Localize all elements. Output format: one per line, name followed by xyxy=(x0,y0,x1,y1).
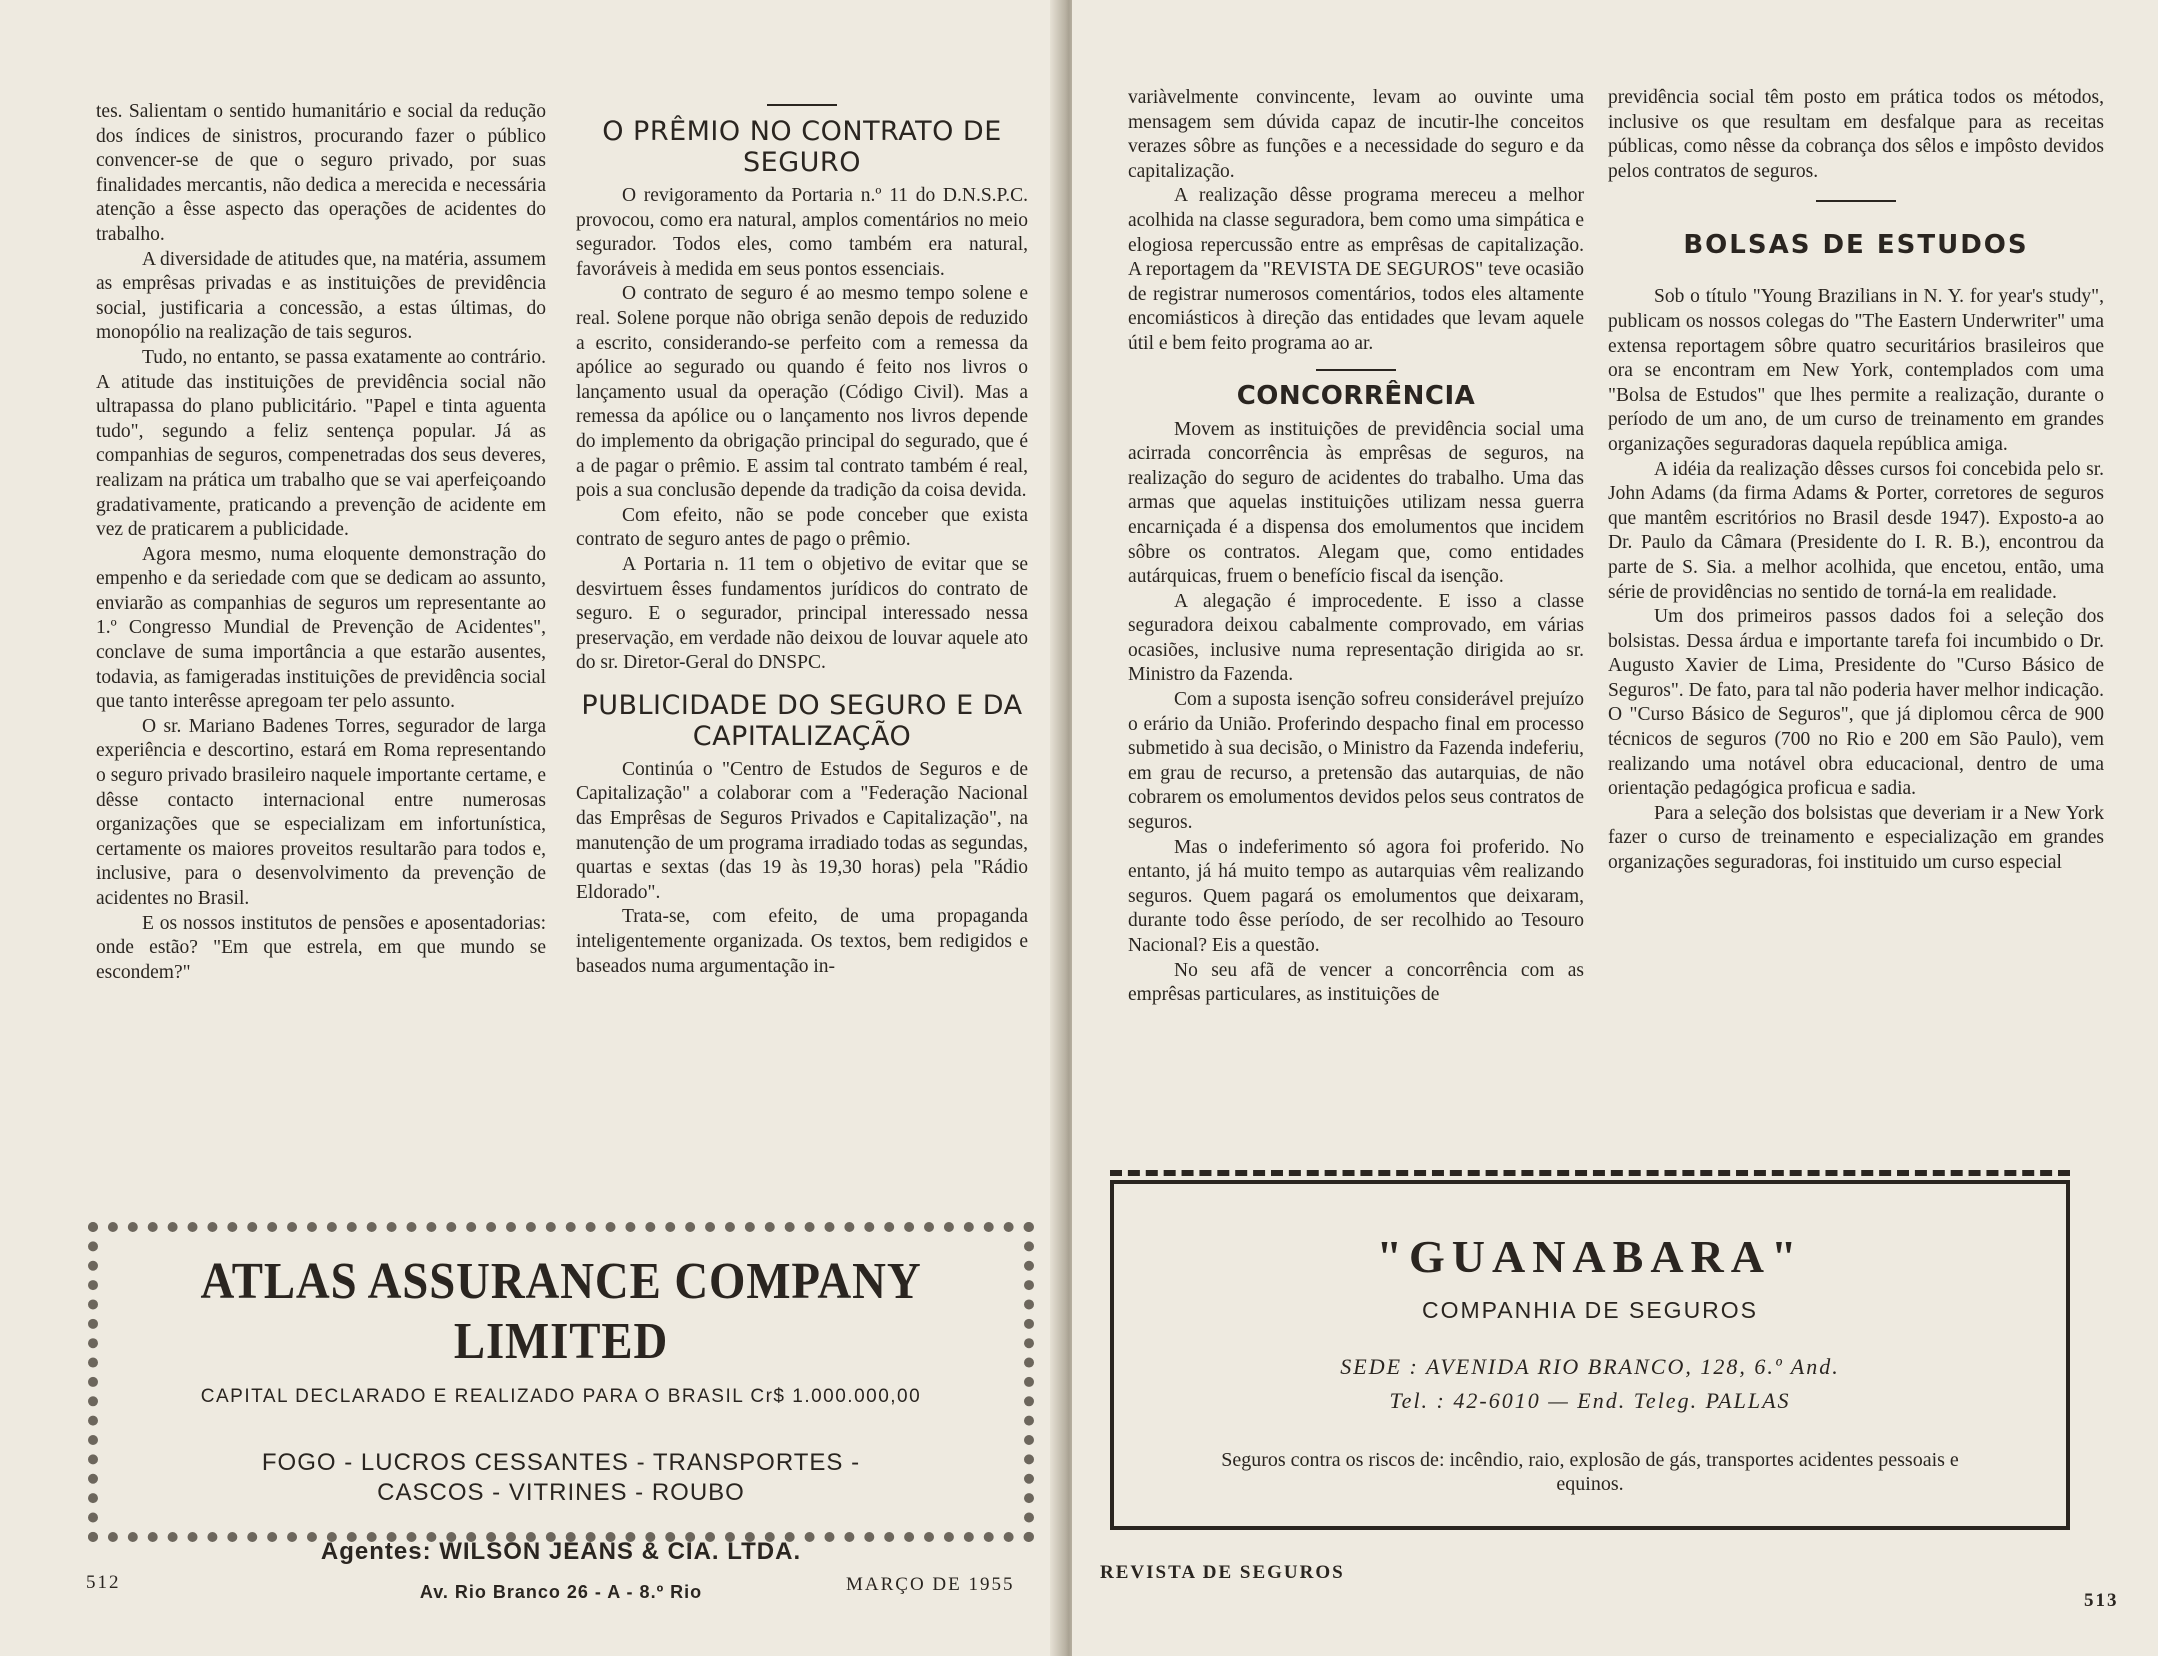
ad-lines-of-business xyxy=(116,1448,1006,1508)
ad-address: SEDE : AVENIDA RIO BRANCO, 128, 6.º And. xyxy=(1340,1354,1840,1379)
ad-agents: Agentes: WILSON JEANS & CIA. LTDA. xyxy=(320,1538,802,1565)
page-number-right: 513 xyxy=(2084,1590,2119,1611)
paragraph: O contrato de seguro é ao mesmo tempo solene e real. Solene porque não obriga senão depois de reduzido a escrito, considerando-se perfeito com a remessa da apólice ao segurado ou quando é feito nos livros o lançamento usual da operação (Código Civil). Mas a remessa da apólice ou o lançamento nos livros depende do implemento da obrigação principal do segurado, que é a de pagar o prêmio. E assim tal contrato também é real, pois a sua conclusão depende da tradição da coisa devida. xyxy=(576,283,1028,502)
paragraph: Com efeito, não se pode conceber que exista contrato de seguro antes de pago o prêmio. xyxy=(576,504,1028,551)
ad-lines-1: FOGO - LUCROS CESSANTES - TRANSPORTES - xyxy=(261,1449,861,1476)
paragraph: A realização dêsse programa mereceu a melhor acolhida na classe seguradora, bem como uma simpática e elogiosa repercussão entre as emprêsas de capitalização. A reportagem da "REVISTA DE SEGUROS" teve ocasião de registrar numerosos comentários, todos eles altamente encomiásticos à direção das entidades que levam aquele útil e bem feito programa ao ar. xyxy=(1128,185,1584,354)
paragraph: Movem as instituições de previdência social uma acirrada concorrência às emprêsas de seguros, na realização do seguro de acidentes do trabalho. Uma das armas que aquelas instituições utilizam nessa guerra encarniçada é a dispensa dos emolumentos que incidem sôbre os contratos. Alegam que, como entidades autárquicas, fruem o benefício fiscal da isenção. xyxy=(1128,418,1584,588)
paragraph: A Portaria n. 11 tem o objetivo de evitar que se desvirtuem êsses fundamentos jurídicos do contrato de seguro. E o segurador, principal interessado nessa preservação, em verdade não deixou de louvar aquele ato do sr. Diretor-Geral do DNSPC. xyxy=(576,553,1028,674)
paragraph: Agora mesmo, numa eloquente demonstração do empenho e da seriedade com que se dedicam ao assunto, enviarão as companhias de seguros um representante ao 1.º Congresso Mundial de Prevenção de Acidentes", conclave de suma importância a que estarão ausentes, todavia, as famigeradas instituições de previdência social que tanto interêsse apregoam ter pelo assunto. xyxy=(96,543,546,713)
section-title-publicidade: PUBLICIDADE DO SEGURO E DA CAPITALIZAÇÃO xyxy=(581,689,1023,752)
ad-address: Av. Rio Branco 26 - A - 8.º Rio xyxy=(419,1582,703,1602)
paragraph: Tudo, no entanto, se passa exatamente ao contrário. A atitude das instituições de previdência social não ultrapassa do plano publicitário. "Papel e tinta aguenta tudo", segundo a feliz sentença popular. Já as companhias de seguros, compenetradas dos seus deveres, realizam na prática um trabalho que se vai aperfeiçoando gradativamente, praticando a prevenção de acidente em vez de praticarem a publicidade. xyxy=(96,346,546,541)
paragraph: Um dos primeiros passos dados foi a seleção dos bolsistas. Dessa árdua e importante tarefa foi incumbido o Dr. Augusto Xavier de Lima, Presidente do "Curso Básico de Seguros". De fato, para tal não poderia haver melhor indicação. O "Curso Básico de Seguros", que já diplomou cêrca de 900 técnicos de seguros (700 no Rio e 200 em São Paulo), vem realizando uma notável obra educacional, dentro de uma orientação pedagógica proficua e sadia. xyxy=(1608,606,2104,800)
left-column-1 xyxy=(96,100,546,985)
page-number-left: 512 xyxy=(86,1572,121,1593)
paragraph: A idéia da realização dêsses cursos foi concebida pelo sr. John Adams (da firma Adams & Porter, corretores de seguros que mantêm escritórios no Brasil desde 1947). Exposto-a ao Dr. Paulo da Câmara (Presidente do I. R. B.), encontrou da parte de S. Sia. a melhor acolhida, que encetou, então, uma série de providências no sentido de torná-la em realidade. xyxy=(1608,458,2104,603)
ad-company-name: ATLAS ASSURANCE COMPANY LIMITED xyxy=(200,1253,922,1370)
section-rule xyxy=(767,104,837,106)
right-column-2 xyxy=(1608,86,2104,876)
paragraph: previdência social têm posto em prática todos os métodos, inclusive os que resultam em desfalque para as receitas públicas, como nêsse da cobrança dos sêlos e impôsto devidos pelos contratos de seguros. xyxy=(1608,87,2104,182)
left-column-2 xyxy=(576,104,1028,979)
ad-company-name: "GUANABARA" xyxy=(1376,1231,1804,1282)
section-title-premio: O PRÊMIO NO CONTRATO DE SEGURO xyxy=(602,116,1002,178)
paragraph: tes. Salientam o sentido humanitário e social da redução dos índices de sinistros, procurando fazer o público convencer-se de que o seguro privado, por suas finalidades mercantis, não dedica a merecida e necessária atenção a êsse aspecto das operações de acidentes do trabalho. xyxy=(96,101,546,245)
footer-magazine-title: REVISTA DE SEGUROS xyxy=(1100,1562,1345,1583)
paragraph: Com a suposta isenção sofreu considerável prejuízo o erário da União. Proferindo despacho final em processo submetido à sua decisão, o Ministro da Fazenda indeferiu, em grau de recurso, a pretensão das autarquias, de não cobrarem os emolumentos devidos pelos seus contratos de seguros. xyxy=(1128,689,1584,834)
paragraph: E os nossos institutos de pensões e aposentadorias: onde estão? "Em que estrela, em que mundo se escondem?" xyxy=(96,912,546,983)
ad-lines-2: CASCOS - VITRINES - ROUBO xyxy=(377,1479,745,1506)
section-title-concorrencia: CONCORRÊNCIA xyxy=(1236,380,1476,411)
paragraph: No seu afã de vencer a concorrência com as emprêsas particulares, as instituições de xyxy=(1128,959,1584,1006)
right-column-1 xyxy=(1128,86,1584,1008)
paragraph: Trata-se, com efeito, de uma propaganda inteligentemente organizada. Os textos, bem redigidos e baseados numa argumentação in- xyxy=(576,906,1028,977)
paragraph: A diversidade de atitudes que, na matéria, assumem as emprêsas privadas e as instituições de previdência social, justificaria a concessão, a estas últimas, do monopólio na realização de tais seguros. xyxy=(96,248,546,344)
paragraph: O revigoramento da Portaria n.º 11 do D.N.S.P.C. provocou, como era natural, amplos comentários no meio segurador. Todos eles, como também era natural, favoráveis à medida em seus pontos essenciais. xyxy=(576,185,1028,280)
section-title-bolsas: BOLSAS DE ESTUDOS xyxy=(1683,230,2029,261)
footer-date: MARÇO DE 1955 xyxy=(846,1574,1015,1595)
ad-phone: Tel. : 42-6010 — End. Teleg. PALLAS xyxy=(1389,1388,1791,1413)
paragraph: variàvelmente convincente, levam ao ouvinte uma mensagem sem dúvida capaz de incutir-lhe conceitos verazes sôbre as funções e a necessidade do seguro e da capitalização. xyxy=(1128,87,1584,182)
ad-subtitle: COMPANHIA DE SEGUROS xyxy=(1421,1297,1759,1323)
paragraph: Mas o indeferimento só agora foi proferido. No entanto, já há muito tempo as autarquias vêm realizando seguros. Quem pagará os emolumentos que deixaram, durante todo êsse período, de ser recolhido ao Tesouro Nacional? Eis a questão. xyxy=(1128,836,1584,956)
section-rule xyxy=(1316,369,1396,371)
paragraph: A alegação é improcedente. E isso a classe seguradora deixou cabalmente comprovado, em várias ocasiões, inclusive numa representação dirigida ao sr. Ministro da Fazenda. xyxy=(1128,590,1584,686)
paragraph: Continúa o "Centro de Estudos de Seguros e de Capitalização" a colaborar com a "Federação Nacional das Emprêsas de Seguros Privados e Capitalização", na manutenção de um programa irradiado todas as segundas, quartas e sextas (das 19 às 19,30 horas) pela "Rádio Eldorado". xyxy=(576,758,1028,903)
ad-capital: CAPITAL DECLARADO E REALIZADO PARA O BRASIL Cr$ 1.000.000,00 xyxy=(200,1386,922,1407)
paragraph: Para a seleção dos bolsistas que deveriam ir a New York fazer o curso de treinamento e especialização em grandes organizações seguradoras, foi instituido um curso especial xyxy=(1608,802,2104,874)
section-rule xyxy=(1816,200,1896,202)
left-page xyxy=(0,0,1062,1656)
paragraph: Sob o título "Young Brazilians in N. Y. for year's study", publicam os nossos colegas do "The Eastern Underwriter" uma extensa reportagem sôbre quatro securitários brasileiros que ora se encontram em New York, contemplados com uma "Bolsa de Estudos" que lhes permite a realização, durante o período de um ano, de um curso de treinamento em grandes organizações seguradoras daquela república amiga. xyxy=(1608,286,2104,455)
paragraph: O sr. Mariano Badenes Torres, segurador de larga experiência e descortino, estará em Roma representando o seguro privado brasileiro naquele importante certame, e dêsse contacto internacional entre numerosas organizações que se especializam em infortunística, certamente os maiores proveitos resultarão para todos e, inclusive, para o desenvolvimento da prevenção de acidentes no Brasil. xyxy=(96,715,546,909)
guanabara-ad xyxy=(1110,1180,2070,1530)
ad-risks: Seguros contra os riscos de: incêndio, raio, explosão de gás, transportes acidentes pessoais e equinos. xyxy=(1221,1449,1959,1495)
